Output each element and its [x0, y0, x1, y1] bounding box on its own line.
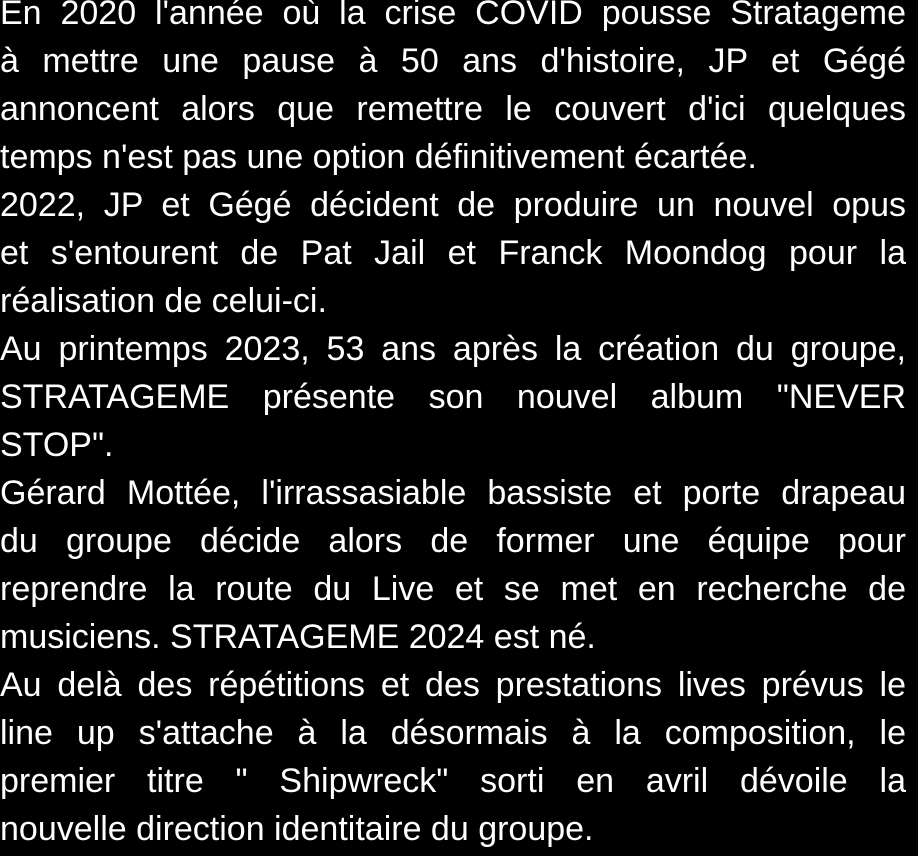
bio-paragraph-line: réalisation de celui-ci. — [0, 282, 327, 320]
bio-paragraph-line: STOP". — [0, 426, 114, 464]
bio-paragraph-line: temps n'est pas une option définitivement écartée. — [0, 138, 757, 176]
bio-paragraph — [0, 181, 906, 325]
bio-paragraph-line: En 2020 l'année où la crise COVID pousse Stratageme — [0, 0, 906, 32]
bio-paragraph-line: STRATAGEME présente son nouvel album "NEVER — [0, 378, 906, 416]
bio-paragraph-line: line up s'attache à la désormais à la composition, le — [0, 714, 906, 752]
bio-paragraph-line: 2022, JP et Gégé décident de produire un nouvel opus — [0, 186, 906, 224]
bio-paragraph-line: nouvelle direction identitaire du groupe. — [0, 810, 594, 848]
bio-paragraph — [0, 661, 906, 853]
bio-paragraph — [0, 0, 906, 181]
bio-paragraph — [0, 469, 906, 661]
bio-paragraph-line: musiciens. STRATAGEME 2024 est né. — [0, 618, 596, 656]
bio-paragraph-line: et s'entourent de Pat Jail et Franck Moondog pour la — [0, 234, 906, 272]
bio-paragraph-line: Au delà des répétitions et des prestations lives prévus le — [0, 666, 906, 704]
bio-paragraph — [0, 325, 906, 469]
bio-paragraph-line: reprendre la route du Live et se met en recherche de — [0, 570, 906, 608]
bio-paragraph-line: annoncent alors que remettre le couvert d'ici quelques — [0, 90, 906, 128]
bio-paragraph-line: à mettre une pause à 50 ans d'histoire, JP et Gégé — [0, 42, 906, 80]
bio-paragraph-line: Gérard Mottée, l'irrassasiable bassiste et porte drapeau — [0, 474, 906, 512]
bio-paragraph-line: Au printemps 2023, 53 ans après la création du groupe, — [0, 330, 906, 368]
bio-paragraph-line: du groupe décide alors de former une équipe pour — [0, 522, 906, 560]
bio-paragraph-line: premier titre " Shipwreck" sorti en avril dévoile la — [0, 762, 906, 800]
